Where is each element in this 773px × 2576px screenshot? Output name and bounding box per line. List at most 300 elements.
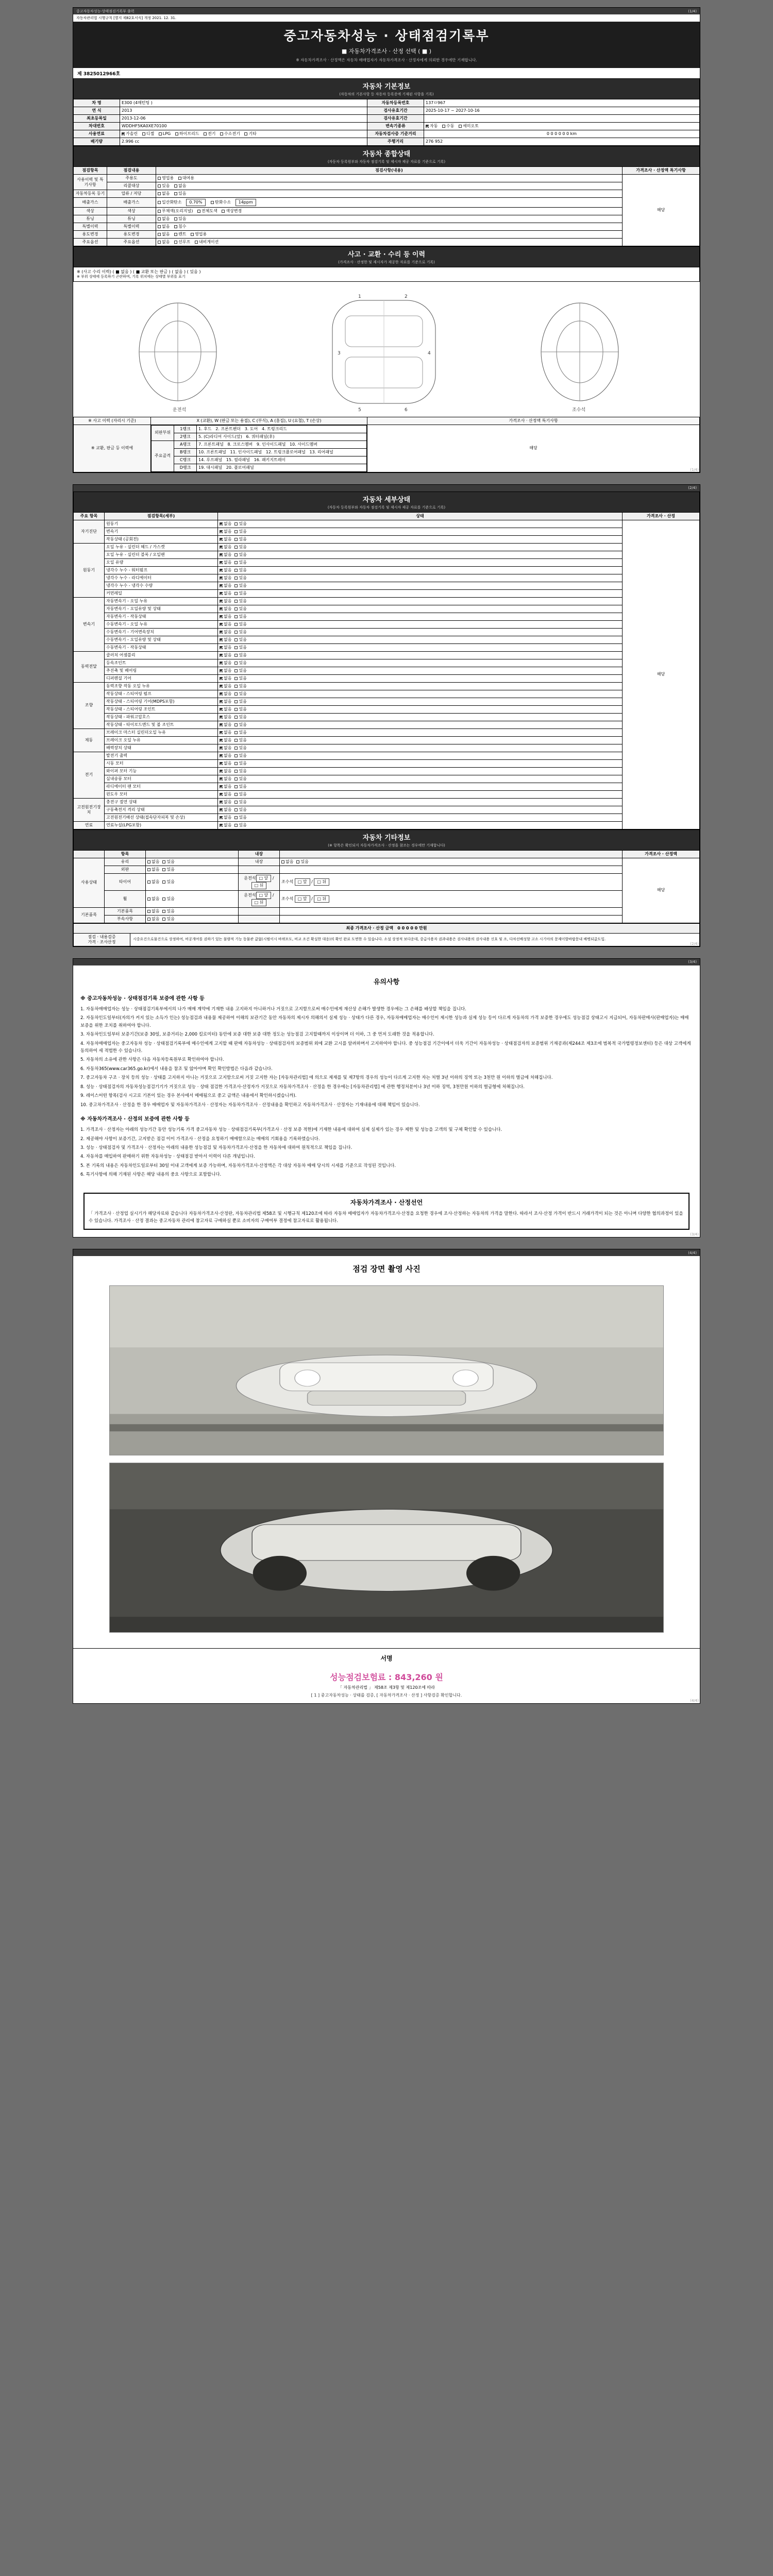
checkbox-body-yes[interactable] xyxy=(162,868,165,871)
section3-note-table xyxy=(73,267,700,282)
checkbox-icon[interactable] xyxy=(234,553,238,556)
detail-item-label: 냉각수 누수 - 워터펌프 xyxy=(105,566,218,574)
checkbox-color-repaint[interactable] xyxy=(197,210,200,213)
detail-item-status[interactable] xyxy=(218,721,623,728)
checkbox-status-none[interactable]: 없음 xyxy=(220,753,231,758)
checkbox-status-none[interactable]: 없음 xyxy=(220,537,231,542)
checkbox-status-none[interactable]: 없음 xyxy=(220,776,231,782)
checkbox-status-none[interactable]: 없음 xyxy=(220,792,231,797)
checkbox-icon[interactable] xyxy=(234,723,238,726)
checkbox-icon[interactable] xyxy=(234,816,238,819)
checkbox-transmission-auto[interactable] xyxy=(426,125,429,128)
checkbox-icon[interactable] xyxy=(220,747,223,750)
detail-item-status[interactable] xyxy=(218,636,623,643)
detail-item-status[interactable] xyxy=(218,806,623,814)
checkbox-status-yes[interactable]: 있음 xyxy=(234,614,246,619)
detail-item-status[interactable] xyxy=(218,783,623,790)
section4-subtitle: (자동차 등록원부와 자동차 점검기록 및 제시자 제공 자료를 기준으로 기록) xyxy=(73,505,700,512)
checkbox-icon[interactable] xyxy=(220,816,223,819)
checkbox-status-none[interactable]: 없음 xyxy=(220,614,231,619)
checkbox-history-none[interactable] xyxy=(158,225,161,228)
row-options[interactable]: 없음 있음 xyxy=(146,890,239,907)
checkbox-status-yes[interactable]: 있음 xyxy=(234,800,246,805)
final-price-header xyxy=(74,923,700,933)
checkbox-status-none[interactable]: 없음 xyxy=(220,560,231,565)
checkbox-seizure-yes[interactable] xyxy=(174,192,177,195)
checkbox-icon[interactable] xyxy=(234,801,238,804)
checkbox-tire-yes[interactable] xyxy=(162,880,165,884)
detail-item-status[interactable] xyxy=(218,798,623,806)
checkbox-icon[interactable] xyxy=(220,708,223,711)
checkbox-icon[interactable] xyxy=(220,801,223,804)
detail-item-status[interactable] xyxy=(218,543,623,551)
checkbox-fuel-diesel[interactable] xyxy=(142,132,145,135)
checkbox-wheel-yes[interactable] xyxy=(162,897,165,901)
checkbox-icon[interactable] xyxy=(220,600,223,603)
checkbox-icon[interactable] xyxy=(234,600,238,603)
checkbox-emission-b[interactable] xyxy=(211,201,214,204)
level-items: 10. 프론트패널 11. 인사이드패널 12. 트렁크플로어패널 13. 리어패널 xyxy=(197,448,367,456)
checkbox-status-yes[interactable]: 있음 xyxy=(234,545,246,550)
checkbox-usechange-none[interactable] xyxy=(158,233,161,236)
row-options[interactable]: 일산화탄소 0.70% 탄화수소 14ppm xyxy=(156,198,623,208)
checkbox-tire-none[interactable] xyxy=(147,880,150,884)
checkbox-status-yes[interactable]: 있음 xyxy=(234,622,246,627)
page-corner-tag-3: (3/4) xyxy=(690,1232,699,1237)
checkbox-icon[interactable] xyxy=(220,824,223,827)
diagram-label-left: 운전석 xyxy=(173,407,187,413)
checkbox-status-none[interactable]: 없음 xyxy=(220,715,231,720)
table-row xyxy=(74,535,700,543)
checkbox-icon[interactable] xyxy=(220,522,223,526)
checkbox-icon[interactable] xyxy=(234,770,238,773)
checkbox-body-none[interactable] xyxy=(147,868,150,871)
level-name: D랭크 xyxy=(174,464,197,471)
checkbox-status-yes[interactable]: 있음 xyxy=(234,684,246,689)
detail-item-status[interactable] xyxy=(218,582,623,589)
notice-item: 2. 제공해야 사항이 보증기간, 고지받은 점검 이이 가격조사 · 산정을 요청하기 매매함으로는 매매의 기회용을 기록하였습니다. xyxy=(80,1136,320,1142)
checkbox-icon[interactable] xyxy=(234,669,238,672)
detail-item-label: 자동변속기 - 오일 누유 xyxy=(105,597,218,605)
checkbox-interior-none[interactable] xyxy=(281,860,284,863)
checkbox-icon[interactable] xyxy=(220,793,223,796)
checkbox-business-use[interactable] xyxy=(158,177,161,180)
checkbox-icon[interactable] xyxy=(220,692,223,696)
checkbox-icon[interactable] xyxy=(234,631,238,634)
checkbox-status-none[interactable]: 없음 xyxy=(220,815,231,820)
checkbox-status-none[interactable]: 없음 xyxy=(220,645,231,650)
checkbox-icon[interactable] xyxy=(234,584,238,587)
checkbox-status-none[interactable]: 없음 xyxy=(220,529,231,534)
checkbox-status-none[interactable]: 없음 xyxy=(220,653,231,658)
checkbox-icon[interactable] xyxy=(234,700,238,703)
detail-item-label: 냉각수 누수 - 냉각수 수량 xyxy=(105,582,218,589)
detail-item-status[interactable] xyxy=(218,613,623,620)
detail-item-status[interactable] xyxy=(218,520,623,528)
row-options[interactable]: 무채색(오리지널) 전체도색 색상변경 xyxy=(156,208,623,215)
checkbox-status-yes[interactable]: 있음 xyxy=(234,823,246,828)
row-options: 조수석 □ 앞 / □ 뒤 xyxy=(280,890,623,907)
checkbox-acc-yes[interactable] xyxy=(162,918,165,921)
checkbox-status-none[interactable]: 없음 xyxy=(220,738,231,743)
checkbox-icon[interactable] xyxy=(220,723,223,726)
checkbox-status-yes[interactable]: 있음 xyxy=(234,630,246,635)
checkbox-status-none[interactable]: 없음 xyxy=(220,699,231,704)
checkbox-status-yes[interactable]: 있음 xyxy=(234,537,246,542)
checkbox-status-yes[interactable]: 있음 xyxy=(234,653,246,658)
checkbox-status-none[interactable]: 없음 xyxy=(220,630,231,635)
checkbox-status-yes[interactable]: 있음 xyxy=(234,645,246,650)
checkbox-status-none[interactable]: 없음 xyxy=(220,637,231,642)
detail-item-status[interactable] xyxy=(218,651,623,659)
detail-item-status[interactable] xyxy=(218,551,623,558)
checkbox-status-yes[interactable]: 있음 xyxy=(234,691,246,697)
checkbox-status-yes[interactable]: 있음 xyxy=(234,738,246,743)
row-sublabel: 주요옵션 xyxy=(107,239,156,246)
detail-item-status[interactable] xyxy=(218,767,623,775)
section3-title: 사고 · 교환 · 수리 등 이력 xyxy=(73,246,700,260)
checkbox-status-yes[interactable]: 있음 xyxy=(234,730,246,735)
checkbox-status-none[interactable]: 없음 xyxy=(220,676,231,681)
detail-item-status[interactable] xyxy=(218,674,623,682)
detail-item-status[interactable] xyxy=(218,643,623,651)
checkbox-icon[interactable] xyxy=(234,569,238,572)
row-options xyxy=(280,907,623,915)
row-options[interactable]: 없음 있음 xyxy=(280,858,623,866)
checkbox-icon[interactable] xyxy=(234,530,238,533)
checkbox-icon[interactable] xyxy=(220,808,223,811)
checkbox-interior-yes[interactable] xyxy=(296,860,299,863)
level-items: 19. 대시패널 20. 플로어패널 xyxy=(197,464,367,471)
checkbox-status-yes[interactable]: 있음 xyxy=(234,761,246,766)
detail-item-status[interactable] xyxy=(218,690,623,698)
detail-item-status[interactable] xyxy=(218,821,623,829)
detail-item-status[interactable] xyxy=(218,558,623,566)
checkbox-icon[interactable] xyxy=(220,770,223,773)
checkbox-icon[interactable] xyxy=(220,623,223,626)
detail-item-status[interactable] xyxy=(218,628,623,636)
checkbox-recall-no[interactable] xyxy=(174,184,177,188)
checkbox-status-yes[interactable]: 있음 xyxy=(234,769,246,774)
table-row xyxy=(74,425,700,472)
row-label: 기본품목 xyxy=(74,907,105,923)
checkbox-icon[interactable] xyxy=(220,607,223,611)
checkbox-icon[interactable] xyxy=(220,592,223,595)
checkbox-icon[interactable] xyxy=(220,530,223,533)
checkbox-icon[interactable] xyxy=(234,708,238,711)
checkbox-icon[interactable] xyxy=(234,546,238,549)
checkbox-icon[interactable] xyxy=(220,577,223,580)
checkbox-tuning-none[interactable] xyxy=(158,217,161,221)
checkbox-status-yes[interactable]: 있음 xyxy=(234,521,246,527)
checkbox-status-yes[interactable]: 있음 xyxy=(234,707,246,712)
checkbox-status-yes[interactable]: 있음 xyxy=(234,583,246,588)
checkbox-icon[interactable] xyxy=(220,569,223,572)
checkbox-icon[interactable] xyxy=(234,615,238,618)
checkbox-status-yes[interactable]: 있음 xyxy=(234,560,246,565)
checkbox-icon[interactable] xyxy=(234,538,238,541)
checkbox-status-yes[interactable]: 있음 xyxy=(234,792,246,797)
checkbox-status-yes[interactable]: 있음 xyxy=(234,606,246,612)
detail-item-status[interactable] xyxy=(218,597,623,605)
checkbox-tuning-yes[interactable] xyxy=(174,217,177,221)
detail-item-status[interactable] xyxy=(218,790,623,798)
checkbox-status-yes[interactable]: 있음 xyxy=(234,807,246,812)
checkbox-status-yes[interactable]: 있음 xyxy=(234,552,246,557)
checkbox-icon[interactable] xyxy=(220,785,223,788)
checkbox-status-yes[interactable]: 있음 xyxy=(234,660,246,666)
checkbox-icon[interactable] xyxy=(220,685,223,688)
checkbox-status-none[interactable]: 없음 xyxy=(220,575,231,581)
checkbox-icon[interactable] xyxy=(234,785,238,788)
checkbox-icon[interactable] xyxy=(234,824,238,827)
checkbox-status-none[interactable]: 없음 xyxy=(220,769,231,774)
checkbox-icon[interactable] xyxy=(234,561,238,564)
checkbox-status-none[interactable]: 없음 xyxy=(220,691,231,697)
checkbox-icon[interactable] xyxy=(234,646,238,649)
checkbox-wheel-none[interactable] xyxy=(147,897,150,901)
checkbox-status-none[interactable]: 없음 xyxy=(220,552,231,557)
fuel-options[interactable]: 가솔린 디젤 LPG 하이브리드 전기 수소전기 기타 xyxy=(120,130,367,138)
checkbox-status-none[interactable]: 없음 xyxy=(220,730,231,735)
detail-item-status[interactable] xyxy=(218,705,623,713)
checkbox-color-original[interactable] xyxy=(158,210,161,213)
checkbox-status-none[interactable]: 없음 xyxy=(220,684,231,689)
checkbox-icon[interactable] xyxy=(220,662,223,665)
checkbox-status-none[interactable]: 없음 xyxy=(220,606,231,612)
checkbox-status-none[interactable]: 없음 xyxy=(220,823,231,828)
checkbox-recall-yes[interactable] xyxy=(158,184,161,188)
detail-item-status[interactable] xyxy=(218,698,623,705)
checkbox-fuel-other[interactable] xyxy=(244,132,247,135)
checkbox-status-none[interactable]: 없음 xyxy=(220,521,231,527)
checkbox-status-none[interactable]: 없음 xyxy=(220,599,231,604)
row-sublabel: 용도변경 xyxy=(107,231,156,239)
checkbox-icon[interactable] xyxy=(234,793,238,796)
checkbox-icon[interactable] xyxy=(220,762,223,765)
checkbox-icon[interactable] xyxy=(234,747,238,750)
table-row xyxy=(74,107,700,115)
checkbox-status-none[interactable]: 없음 xyxy=(220,660,231,666)
row-options[interactable]: 없음 선루프 내비게이션 xyxy=(156,239,623,246)
checkbox-icon[interactable] xyxy=(234,685,238,688)
detail-item-status[interactable] xyxy=(218,605,623,613)
checkbox-fuel-lpg[interactable] xyxy=(159,132,162,135)
detail-item-status[interactable] xyxy=(218,728,623,736)
checkbox-status-yes[interactable]: 있음 xyxy=(234,568,246,573)
checkbox-color-changed[interactable] xyxy=(222,210,225,213)
checkbox-icon[interactable] xyxy=(220,631,223,634)
checkbox-status-none[interactable]: 없음 xyxy=(220,800,231,805)
checkbox-icon[interactable] xyxy=(234,662,238,665)
checkbox-status-yes[interactable]: 있음 xyxy=(234,599,246,604)
checkbox-usechange-rent[interactable] xyxy=(174,233,177,236)
checkbox-option-sunroof[interactable] xyxy=(174,241,177,244)
checkbox-status-yes[interactable]: 있음 xyxy=(234,676,246,681)
checkbox-icon[interactable] xyxy=(234,592,238,595)
row-options[interactable]: 없음 있음 xyxy=(156,190,623,198)
detail-item-status[interactable] xyxy=(218,682,623,690)
row-options[interactable]: 없음 있음 xyxy=(146,858,239,866)
checkbox-icon[interactable] xyxy=(234,808,238,811)
row-options[interactable]: 없음 있음 xyxy=(146,866,239,873)
checkbox-usechange-biz[interactable] xyxy=(191,233,194,236)
checkbox-status-yes[interactable]: 있음 xyxy=(234,722,246,727)
checkbox-status-yes[interactable]: 있음 xyxy=(234,784,246,789)
detail-item-status[interactable] xyxy=(218,589,623,597)
checkbox-icon[interactable] xyxy=(220,615,223,618)
checkbox-status-yes[interactable]: 있음 xyxy=(234,591,246,596)
checkbox-icon[interactable] xyxy=(220,677,223,680)
section2-table xyxy=(73,166,700,246)
detail-item-status[interactable] xyxy=(218,759,623,767)
detail-item-status[interactable] xyxy=(218,736,623,744)
checkbox-status-yes[interactable]: 있음 xyxy=(234,753,246,758)
checkbox-status-yes[interactable]: 있음 xyxy=(234,637,246,642)
col-header xyxy=(74,850,105,858)
checkbox-icon[interactable] xyxy=(220,646,223,649)
checkbox-icon[interactable] xyxy=(220,538,223,541)
checkbox-icon[interactable] xyxy=(220,700,223,703)
checkbox-icon[interactable] xyxy=(220,754,223,757)
checkbox-status-yes[interactable]: 있음 xyxy=(234,745,246,751)
checkbox-icon[interactable] xyxy=(234,716,238,719)
detail-item-status[interactable] xyxy=(218,574,623,582)
checkbox-icon[interactable] xyxy=(234,739,238,742)
checkbox-icon[interactable] xyxy=(234,577,238,580)
detail-item-status[interactable] xyxy=(218,713,623,721)
checkbox-glass-none[interactable] xyxy=(147,860,150,863)
checkbox-rental-use[interactable] xyxy=(178,177,181,180)
checkbox-icon[interactable] xyxy=(220,561,223,564)
checkbox-fuel-hybrid[interactable] xyxy=(175,132,178,135)
checkbox-status-yes[interactable]: 있음 xyxy=(234,776,246,782)
detail-item-status[interactable] xyxy=(218,814,623,821)
checkbox-icon[interactable] xyxy=(220,553,223,556)
row-options[interactable]: 없음 있음 xyxy=(146,873,239,890)
checkbox-icon[interactable] xyxy=(234,731,238,734)
photo-under-svg xyxy=(110,1463,663,1632)
checkbox-icon[interactable] xyxy=(220,546,223,549)
checkbox-status-none[interactable]: 없음 xyxy=(220,583,231,588)
checkbox-status-none[interactable]: 없음 xyxy=(220,622,231,627)
checkbox-basic-none[interactable] xyxy=(147,910,150,913)
checkbox-transmission-manual[interactable] xyxy=(442,125,445,128)
checkbox-emission-a[interactable] xyxy=(158,201,161,204)
detail-item-status[interactable] xyxy=(218,535,623,543)
row-options[interactable]: 영업용 대여용 xyxy=(156,175,623,182)
group-label: 제동 xyxy=(74,728,105,752)
checkbox-status-none[interactable]: 없음 xyxy=(220,591,231,596)
detail-item-status[interactable] xyxy=(218,752,623,759)
row-value: 2013-12-06 xyxy=(120,115,367,123)
checkbox-icon[interactable] xyxy=(234,654,238,657)
checkbox-icon[interactable] xyxy=(220,716,223,719)
row-options[interactable]: 없음 침수 xyxy=(156,223,623,231)
checkbox-status-none[interactable]: 없음 xyxy=(220,568,231,573)
table-row xyxy=(74,858,700,866)
checkbox-option-none[interactable] xyxy=(158,241,161,244)
mileage-value: 276 952 xyxy=(424,138,700,146)
checkbox-option-nav[interactable] xyxy=(195,241,198,244)
checkbox-icon[interactable] xyxy=(234,762,238,765)
checkbox-icon[interactable] xyxy=(234,754,238,757)
checkbox-icon[interactable] xyxy=(234,623,238,626)
checkbox-basic-yes[interactable] xyxy=(162,910,165,913)
checkbox-icon[interactable] xyxy=(220,654,223,657)
row-options[interactable]: 없음 있음 xyxy=(146,915,239,923)
detail-item-status[interactable] xyxy=(218,744,623,752)
table-row xyxy=(74,744,700,752)
legend-right-value: 해당 xyxy=(367,425,700,472)
checkbox-icon[interactable] xyxy=(220,731,223,734)
detail-item-status[interactable] xyxy=(218,659,623,667)
checkbox-status-yes[interactable]: 있음 xyxy=(234,668,246,673)
group-name: 주요골격 xyxy=(152,440,174,471)
checkbox-icon[interactable] xyxy=(234,777,238,781)
checkbox-icon[interactable] xyxy=(220,584,223,587)
detail-item-status[interactable] xyxy=(218,566,623,574)
detail-item-status[interactable] xyxy=(218,775,623,783)
checkbox-status-none[interactable]: 없음 xyxy=(220,784,231,789)
checkbox-fuel-gasoline[interactable] xyxy=(122,132,125,135)
detail-item-status[interactable] xyxy=(218,528,623,535)
checkbox-icon[interactable] xyxy=(234,692,238,696)
checkbox-status-yes[interactable]: 있음 xyxy=(234,529,246,534)
table-row xyxy=(152,425,367,433)
row-options[interactable]: 없음 있음 xyxy=(146,907,239,915)
checkbox-icon[interactable] xyxy=(220,669,223,672)
checkbox-icon[interactable] xyxy=(234,522,238,526)
row-options[interactable]: 없음 렌트 영업용 xyxy=(156,231,623,239)
checkbox-status-yes[interactable]: 있음 xyxy=(234,715,246,720)
transmission-options[interactable]: 자동 수동 세미오토 xyxy=(424,123,700,130)
checkbox-status-none[interactable]: 없음 xyxy=(220,761,231,766)
row-options[interactable]: 있음 없음 xyxy=(156,182,623,190)
checkbox-status-yes[interactable]: 있음 xyxy=(234,815,246,820)
checkbox-transmission-semi[interactable] xyxy=(459,125,462,128)
checkbox-fuel-electric[interactable] xyxy=(204,132,207,135)
checkbox-status-yes[interactable]: 있음 xyxy=(234,699,246,704)
window-title-bar-3 xyxy=(73,959,700,965)
checkbox-status-none[interactable]: 없음 xyxy=(220,707,231,712)
legend-mid: X (교환), W (판금 또는 용접), C (부식), A (흠집), U (요철), T (손상) xyxy=(151,417,367,425)
checkbox-status-none[interactable]: 없음 xyxy=(220,722,231,727)
checkbox-seizure-none[interactable] xyxy=(158,192,161,195)
checkbox-icon[interactable] xyxy=(220,739,223,742)
checkbox-icon[interactable] xyxy=(234,638,238,641)
page-corner-tag-2: (2/4) xyxy=(690,941,699,946)
checkbox-history-flood[interactable] xyxy=(174,225,177,228)
checkbox-icon[interactable] xyxy=(234,677,238,680)
checkbox-icon[interactable] xyxy=(220,638,223,641)
checkbox-glass-yes[interactable] xyxy=(162,860,165,863)
table-row xyxy=(74,620,700,628)
checkbox-status-none[interactable]: 없음 xyxy=(220,668,231,673)
checkbox-status-yes[interactable]: 있음 xyxy=(234,575,246,581)
checkbox-acc-none[interactable] xyxy=(147,918,150,921)
checkbox-icon[interactable] xyxy=(220,777,223,781)
checkbox-status-none[interactable]: 없음 xyxy=(220,745,231,751)
detail-item-status[interactable] xyxy=(218,667,623,674)
row-options[interactable]: 없음 있음 xyxy=(156,215,623,223)
checkbox-status-none[interactable]: 없음 xyxy=(220,807,231,812)
detail-item-status[interactable] xyxy=(218,620,623,628)
table-row xyxy=(74,115,700,123)
checkbox-status-none[interactable]: 없음 xyxy=(220,545,231,550)
checkbox-fuel-hydrogen[interactable] xyxy=(220,132,223,135)
checkbox-icon[interactable] xyxy=(234,607,238,611)
